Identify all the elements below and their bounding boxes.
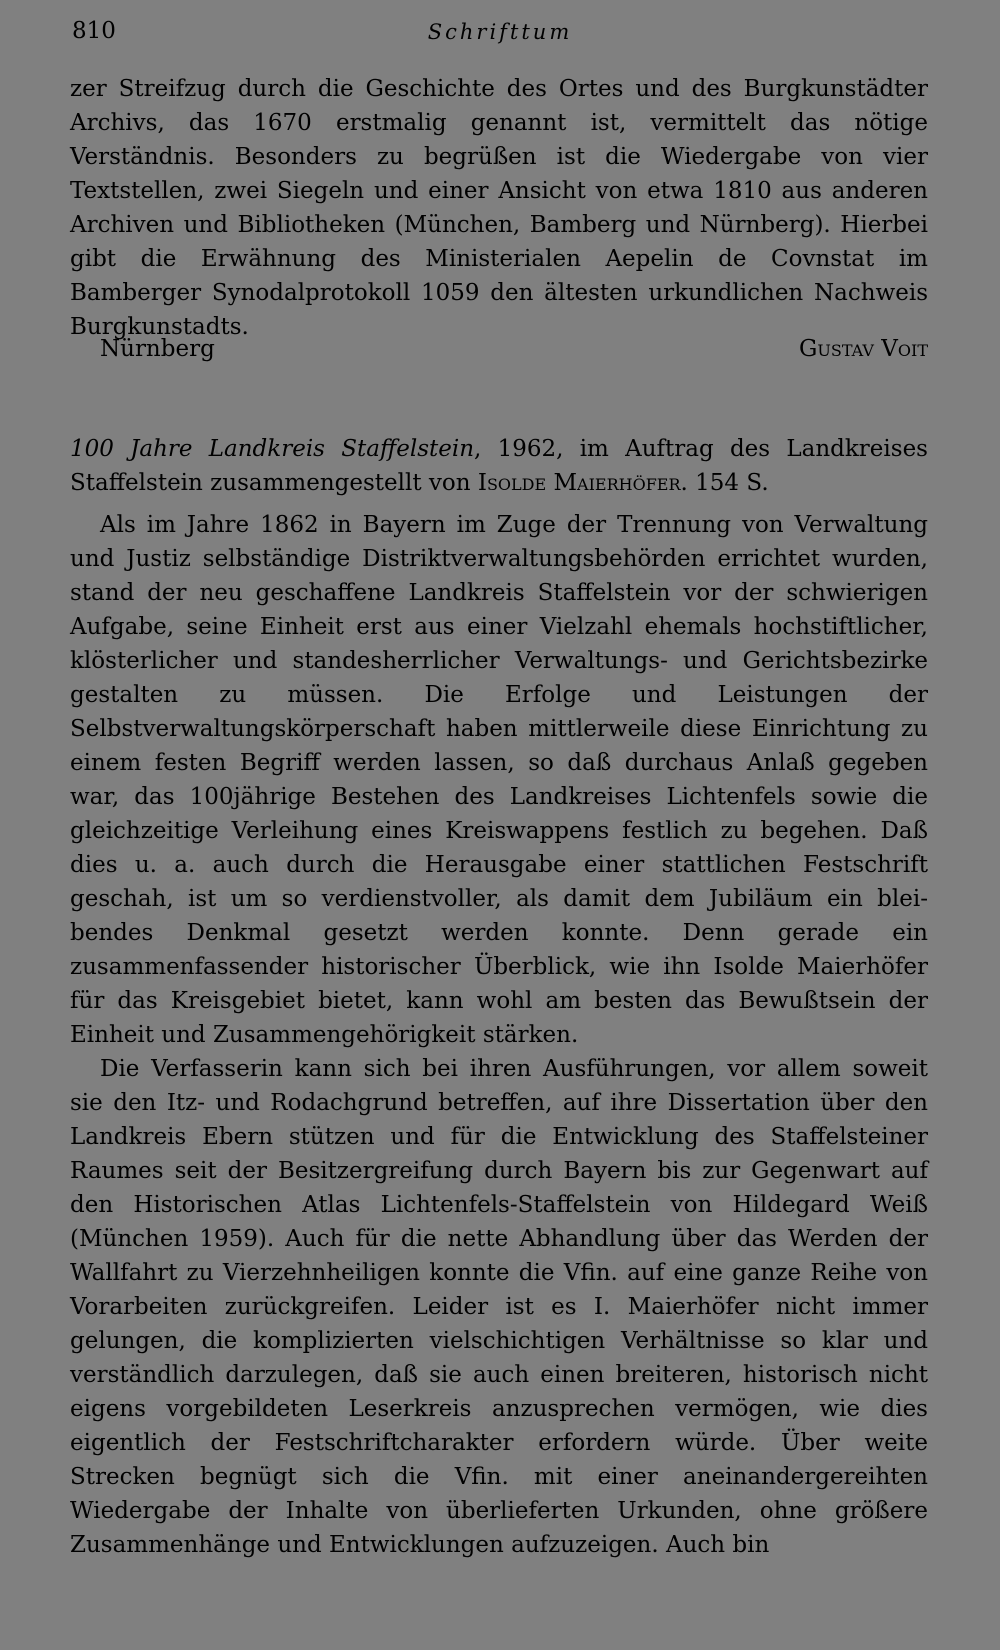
review-continuation [70, 72, 928, 344]
review-paragraph: zer Streifzug durch die Geschichte des Ortes und des Burgkunstädter Archivs, das 1670 erstmalig genannt ist, vermittelt das nötige Verständnis. Besonders zu begrüßen ist die Wiedergabe von vier Textstellen, zwei Siegeln und einer Ansicht von etwa 1810 aus anderen Archiven und Bibliotheken (München, Bamberg und Nürnberg). Hierbei gibt die Erwähnung des Ministerialen Aepelin de Covnstat im Bamberger Synodalprotokoll 1059 den ältesten urkundlichen Nachweis Burgkunstadts. [70, 76, 928, 340]
signature-place: Nürnberg [100, 336, 215, 362]
book-review [70, 432, 928, 1562]
review-paragraph-1: Als im Jahre 1862 in Bayern im Zuge der Trennung von Verwaltung und Justiz selbständige Distriktverwaltungsbehörden errichtet wurden, stand der neu geschaffene Landkreis Staffelstein vor der schwierigen Aufgabe, seine Einheit erst aus einer Vielzahl ehemals hochstiftlicher, klösterlicher und standesherrlicher Verwaltungs- und Gerichtsbezirke gestalten zu müssen. Die Erfolge und Leistungen der Selbstverwaltungskörperschaft haben mittlerweile diese Einrichtung zu einem festen Begriff werden lassen, so daß durchaus Anlaß gegeben war, das 100jährige Bestehen des Landkreises Lichtenfels sowie die gleichzeitige Verleihung eines Kreiswappens festlich zu begehen. Daß dies u. a. auch durch die Herausgabe einer stattlichen Festschrift geschah, ist um so verdienstvoller, als damit dem Jubiläum ein bleibendes Denkmal gesetzt werden konnte. Denn gerade ein zusammenfassender historischer Überblick, wie ihn Isolde Maierhöfer für das Kreisgebiet bietet, kann wohl am besten das Bewußtsein der Einheit und Zusammengehörigkeit stärken. [70, 512, 928, 1048]
running-title: Schrifttum [427, 20, 573, 44]
bibliographic-entry [70, 432, 928, 500]
book-title: 100 Jahre Landkreis Staffelstein [70, 436, 475, 462]
bibliographic-details: , 1962, im Auftrag des Landkreises Staffelstein zusammengestellt von [70, 436, 928, 496]
page-header [72, 18, 928, 52]
signature-name: Gustav Voit [799, 336, 928, 362]
review-paragraph-2: Die Verfasserin kann sich bei ihren Ausführungen, vor allem soweit sie den Itz- und Rodachgrund betreffen, auf ihre Dissertation über den Landkreis Ebern stützen und für die Entwicklung des Staffelsteiner Raumes seit der Besitzergreifung durch Bayern bis zur Gegenwart auf den Historischen Atlas Lichtenfels-Staffelstein von Hildegard Weiß (München 1959). Auch für die nette Abhandlung über das Werden der Wallfahrt zu Vierzehnheiligen konnte die Vfin. auf eine ganze Reihe von Vorarbeiten zurückgreifen. Leider ist es I. Maierhöfer nicht immer gelungen, die komplizierten vielschichtigen Verhältnisse so klar und verständlich darzulegen, daß sie auch einen breiteren, historisch nicht eigens vorgebildeten Leserkreis anzusprechen vermögen, wie dies eigentlich der Festschriftcharakter erfordern würde. Über weite Strecken begnügt sich die Vfin. mit einer aneinandergereihten Wiedergabe der Inhalte von überlieferten Urkunden, ohne größere Zusammenhänge und Entwicklungen aufzuzeigen. Auch bin [70, 1056, 928, 1558]
reviewer-signature [70, 336, 928, 370]
page-count: . 154 S. [680, 470, 769, 496]
editor-name: Isolde Maierhöfer [477, 470, 681, 496]
page-number: 810 [72, 18, 116, 44]
